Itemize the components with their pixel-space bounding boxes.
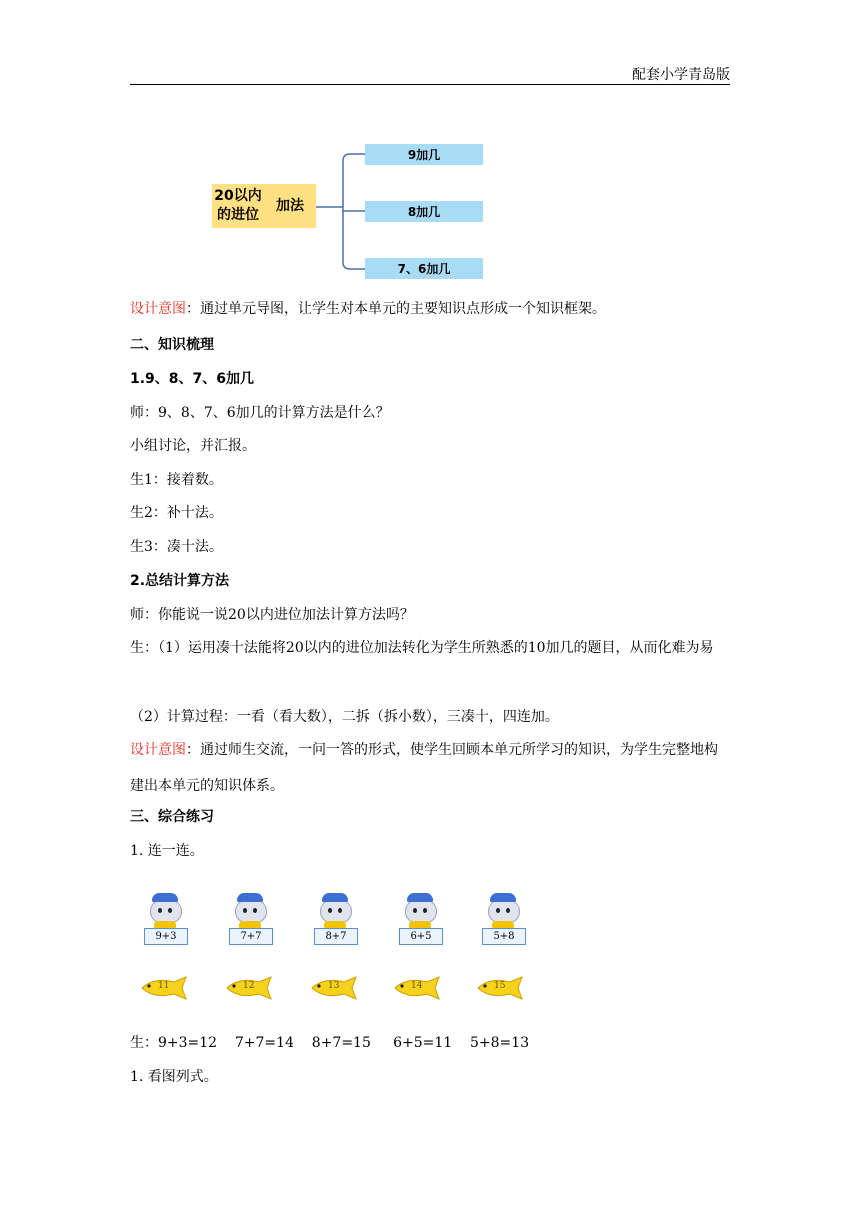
mind-map-branch: 7、6加几: [365, 258, 483, 279]
equation-card: 7+7: [229, 928, 273, 945]
subsection-title: 1.9、8、7、6加几: [130, 371, 255, 387]
mind-map-branch: 8加几: [365, 201, 483, 222]
section-title: 三、综合练习: [130, 809, 214, 825]
cat-card: [140, 890, 190, 946]
subsection-title: 2.总结计算方法: [130, 573, 230, 589]
cap-icon: [322, 893, 348, 902]
cat-card: [395, 890, 445, 946]
cat-card: [225, 890, 275, 946]
fish-number: 12: [243, 981, 255, 991]
text-line: 生3：凑十法。: [130, 539, 223, 555]
equation-card: 6+5: [399, 928, 443, 945]
text-line: 师：9、8、7、6加几的计算方法是什么？: [130, 405, 390, 421]
design-intent-1: [130, 298, 730, 318]
cat-card: [478, 890, 528, 946]
cap-icon: [152, 893, 178, 902]
text-line: 生2：补十法。: [130, 505, 223, 521]
fish-card: [476, 976, 530, 1000]
text-line: 小组讨论，并汇报。: [130, 438, 256, 454]
mind-map: [0, 0, 860, 300]
equation-card: 8+7: [314, 928, 358, 945]
header-text: 配套小学青岛版: [632, 67, 730, 83]
cap-icon: [407, 893, 433, 902]
mind-map-root: [212, 184, 316, 228]
answer-line: 生：9+3=12 7+7=14 8+7=15 6+5=11 5+8=13: [130, 1035, 530, 1051]
fish-number: 14: [411, 981, 423, 991]
cat-card: [310, 890, 360, 946]
text-line: （2）计算过程：一看（看大数），二拆（拆小数），三凑十，四连加。: [130, 709, 559, 725]
mind-map-root-line2: 加法: [276, 197, 304, 214]
fish-number: 11: [158, 981, 170, 991]
equation-card: 9+3: [144, 928, 188, 945]
section-title: 二、知识梳理: [130, 337, 214, 353]
mind-map-branch: 9加几: [365, 144, 483, 165]
design-intent-text: ：通过师生交流，一问一答的形式，使学生回顾本单元所学习的知识，为学生完整地构建出本单元的知识体系。: [130, 742, 718, 794]
design-intent-label: 设计意图: [130, 301, 186, 317]
fish-card: [393, 976, 447, 1000]
fish-card: [225, 976, 279, 1000]
design-intent-2: [130, 732, 730, 804]
design-intent-label: 设计意图: [130, 742, 186, 758]
exercise-title: 1. 连一连。: [130, 843, 204, 859]
mind-map-root-line1: 20以内的进位: [214, 188, 262, 223]
fish-number: 13: [328, 981, 340, 991]
text-line: 生1：接着数。: [130, 472, 223, 488]
fish-card: [140, 976, 194, 1000]
fish-number: 15: [494, 981, 506, 991]
text-line: 师：你能说一说20以内进位加法计算方法吗？: [130, 607, 414, 623]
text-paragraph: 生：（1）运用凑十法能将20以内的进位加法转化为学生所熟悉的10加几的题目，从而化难为易: [130, 640, 714, 656]
cap-icon: [237, 893, 263, 902]
exercise-title: 1. 看图列式。: [130, 1069, 218, 1085]
cap-icon: [490, 893, 516, 902]
fish-card: [310, 976, 364, 1000]
design-intent-text: ：通过单元导图，让学生对本单元的主要知识点形成一个知识框架。: [186, 301, 606, 317]
equation-card: 5+8: [482, 928, 526, 945]
